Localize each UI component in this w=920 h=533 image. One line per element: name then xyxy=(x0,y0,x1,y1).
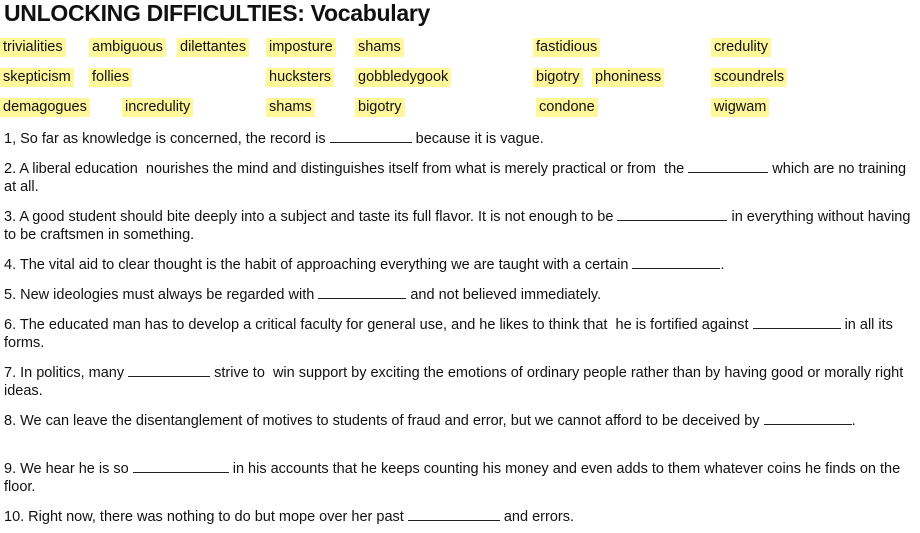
word-bank-item: imposture xyxy=(266,38,336,57)
word-bank-item: shams xyxy=(355,38,404,57)
question-6 xyxy=(4,315,916,352)
answer-blank[interactable] xyxy=(632,255,720,269)
word-bank-item: bigotry xyxy=(533,68,583,87)
word-bank-item: bigotry xyxy=(355,98,405,117)
question-text: 5. New ideologies must always be regarded with xyxy=(4,287,319,303)
answer-blank[interactable] xyxy=(408,507,500,521)
question-8 xyxy=(4,411,916,430)
word-bank-item: condone xyxy=(536,98,598,117)
answer-blank[interactable] xyxy=(764,411,852,425)
answer-blank[interactable] xyxy=(617,207,727,221)
word-bank-item: demagogues xyxy=(0,98,90,117)
question-text: . xyxy=(720,257,725,273)
word-bank-item: gobbledygook xyxy=(355,68,451,87)
word-bank-item: wigwam xyxy=(711,98,769,117)
word-bank-item: trivialities xyxy=(0,38,66,57)
word-bank-item: dilettantes xyxy=(177,38,249,57)
question-text: in all its forms. xyxy=(4,317,897,351)
page-title: UNLOCKING DIFFICULTIES: Vocabulary xyxy=(4,0,430,26)
question-9 xyxy=(4,459,916,496)
question-text: 9. We hear he is so xyxy=(4,461,133,477)
question-10 xyxy=(4,507,916,526)
question-5 xyxy=(4,285,916,304)
word-bank-item: phoniness xyxy=(592,68,664,87)
question-text: which are no training at all. xyxy=(4,161,911,195)
question-text: 4. The vital aid to clear thought is the habit of approaching everything we are taught with a certain xyxy=(4,257,633,273)
answer-blank[interactable] xyxy=(753,315,841,329)
word-bank-item: incredulity xyxy=(122,98,193,117)
question-text: 3. A good student should bite deeply into a subject and taste its full flavor. It is not enough to be xyxy=(4,209,618,225)
question-text: strive to win support by exciting the emotions of ordinary people rather than by having good or morally right ideas. xyxy=(4,365,908,399)
question-text: 6. The educated man has to develop a critical faculty for general use, and he likes to think that he is fortified against xyxy=(4,317,753,333)
word-bank-item: skepticism xyxy=(0,68,74,87)
question-4 xyxy=(4,255,916,274)
question-text: . xyxy=(851,413,856,429)
question-text: 7. In politics, many xyxy=(4,365,129,381)
answer-blank[interactable] xyxy=(133,459,229,473)
question-1 xyxy=(4,129,916,148)
word-bank-item: credulity xyxy=(711,38,771,57)
question-text: because it is vague. xyxy=(411,131,544,147)
word-bank-item: scoundrels xyxy=(711,68,787,87)
question-text: and not believed immediately. xyxy=(406,287,602,303)
word-bank-item: follies xyxy=(89,68,132,87)
answer-blank[interactable] xyxy=(318,285,406,299)
question-2 xyxy=(4,159,916,196)
answer-blank[interactable] xyxy=(128,363,210,377)
question-text: 2. A liberal education nourishes the mind and distinguishes itself from what is merely practical or from the xyxy=(4,161,689,177)
word-bank-item: shams xyxy=(266,98,315,117)
question-text: in his accounts that he keeps counting his money and even adds to them whatever coins he finds on the floor. xyxy=(4,461,905,495)
answer-blank[interactable] xyxy=(688,159,768,173)
answer-blank[interactable] xyxy=(330,129,412,143)
question-7 xyxy=(4,363,916,400)
word-bank-item: ambiguous xyxy=(89,38,166,57)
question-text: and errors. xyxy=(499,509,574,525)
question-text: in everything without having to be craftsmen in something. xyxy=(4,209,915,243)
question-text: 10. Right now, there was nothing to do but mope over her past xyxy=(4,509,408,525)
question-text: 1, So far as knowledge is concerned, the record is xyxy=(4,131,330,147)
word-bank-item: fastidious xyxy=(533,38,600,57)
word-bank-item: hucksters xyxy=(266,68,334,87)
question-3 xyxy=(4,207,916,244)
question-text: 8. We can leave the disentanglement of motives to students of fraud and error, but we cannot afford to be deceived by xyxy=(4,413,764,429)
